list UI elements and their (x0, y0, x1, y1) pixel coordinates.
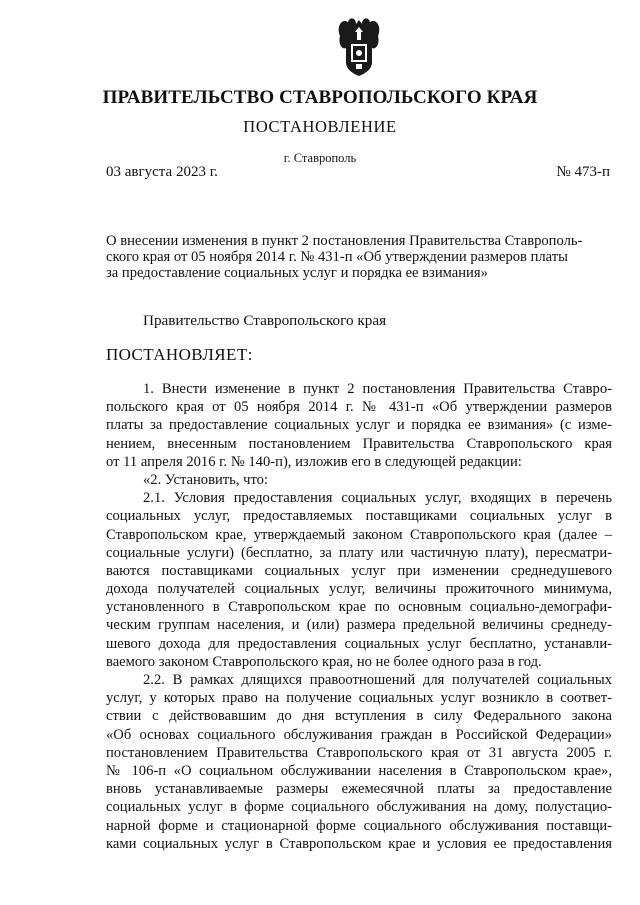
body-line: установленного в Ставропольском крае по основным социально-демографи- (106, 599, 612, 616)
body-line: 2.2. В рамках длящихся правоотношений для получателей социальных (143, 672, 612, 688)
body-line: 1. Внести изменение в пункт 2 постановления Правительства Ставро- (143, 381, 612, 397)
resolves-heading: ПОСТАНОВЛЯЕТ: (106, 345, 253, 364)
body-line: вновь устанавливаемые размеры ежемесячной платы за предоставление (106, 781, 612, 798)
body-line: «2. Установить, что: (143, 471, 268, 488)
decree-subject (106, 233, 612, 281)
body-line: от 11 апреля 2016 г. № 140-п), изложив его в следующей редакции: (106, 453, 522, 470)
decree-number: № 473-п (556, 164, 610, 180)
body-line: шевого дохода для предоставления социальных услуг бесплатно, устанавли- (106, 635, 612, 652)
body-line: нением, внесенным постановлением Правительства Ставропольского края (106, 435, 612, 452)
body-line: дохода получателей социальных услуг, величины прожиточного минимума, (106, 581, 612, 598)
body-line: «Об основах социального обслуживания граждан в Российской Федерации» (106, 726, 612, 743)
decree-date: 03 августа 2023 г. (106, 164, 218, 180)
subject-line: О внесении изменения в пункт 2 постановления Правительства Ставрополь- (106, 233, 583, 249)
document-type: ПОСТАНОВЛЕНИЕ (243, 117, 397, 136)
body-line: нарной форме и стационарной форме социального обслуживания поставщи- (106, 817, 612, 834)
decree-body (106, 380, 612, 853)
city-name: г. Ставрополь (283, 151, 357, 165)
coat-of-arms-emblem (336, 14, 382, 76)
subject-line: ского края от 05 ноября 2014 г. № 431-п «Об утверждении размеров платы (106, 249, 568, 265)
body-line: ваются поставщиками социальных услуг при изменении среднедушевого (106, 562, 612, 579)
body-line: ствии с действовавшим до дня вступления в силу Федерального закона (106, 708, 612, 725)
body-line: постановлением Правительства Ставропольского края от 31 августа 2005 г. (106, 744, 612, 761)
body-line: ками социальных услуг в Ставропольском крае и условия ее предоставления (106, 835, 612, 852)
body-line: социальные услуги) (бесплатно, за плату или частичную плату), пересматри- (106, 544, 612, 561)
government-title: ПРАВИТЕЛЬСТВО СТАВРОПОЛЬСКОГО КРАЯ (102, 87, 538, 108)
body-line: ваемого законом Ставропольского края, но не более одного раза в год. (106, 653, 542, 670)
body-line: польского края от 05 ноября 2014 г. № 431-п «Об утверждении размеров (106, 399, 612, 416)
body-line: № 106-п «О социальном обслуживании населения в Ставропольском крае», (106, 762, 612, 779)
body-line: социальных услуг в форме социального обслуживания на дому, полустацио- (106, 799, 612, 816)
body-line: платы за предоставление социальных услуг и порядка ее взимания» (с изме- (106, 417, 612, 434)
body-line: 2.1. Условия предоставления социальных услуг, входящих в перечень (143, 490, 612, 507)
issuer-text: Правительство Ставропольского края (143, 312, 387, 329)
body-line: услуг, у которых право на получение социальных услуг возникло в соответ- (106, 690, 612, 707)
subject-line: за предоставление социальных услуг и порядка ее взимания» (106, 265, 488, 281)
body-line: ческим группам населения, и (или) размера предельной величины среднеду- (106, 617, 612, 634)
body-line: социальных услуг, предоставляемых поставщиками социальных услуг в (106, 508, 612, 525)
body-line: Ставропольском крае, утверждаемый законом Ставропольского края (далее – (106, 526, 612, 543)
